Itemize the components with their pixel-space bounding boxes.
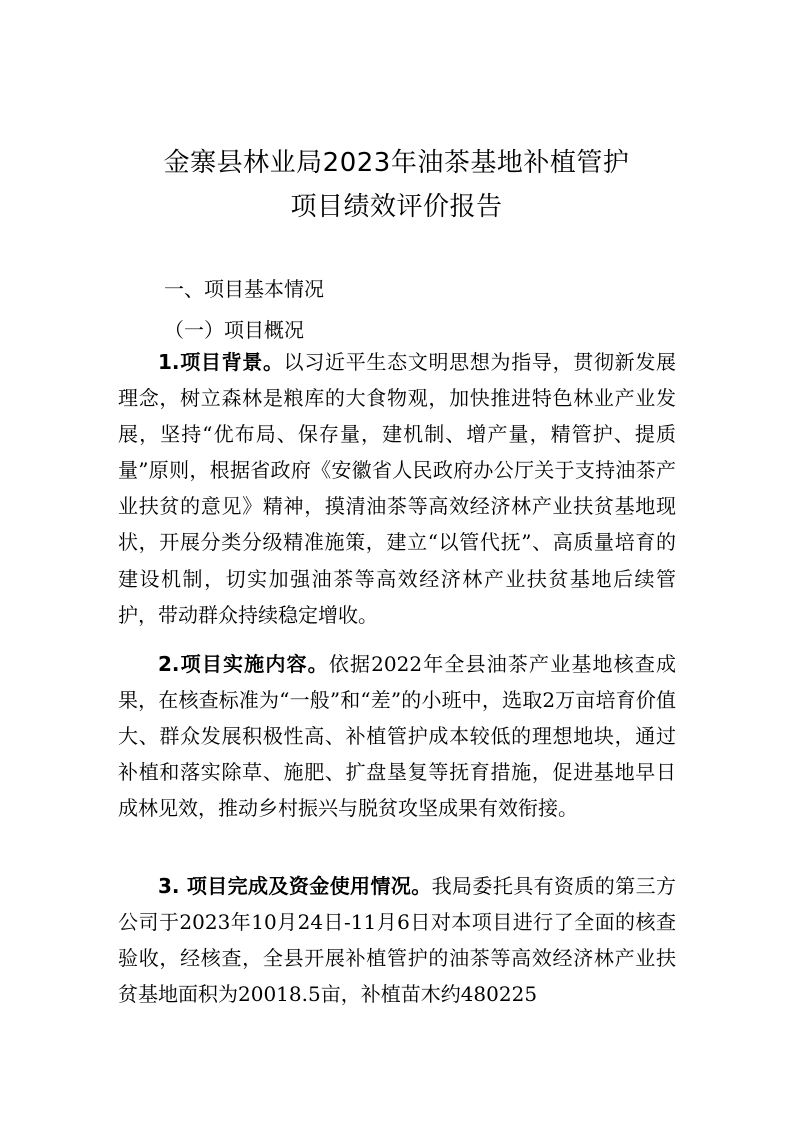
subsection-heading: （一）项目概况 [164,318,304,342]
paragraph-lead: 2.项目实施内容。 [158,652,329,676]
document-title-line-1: 金寨县林业局2023年油茶基地补植管护 [163,148,630,178]
paragraph-body: 我局委托具有资质的第三方公司于2023年10月24日-11月6日对本项目进行了全面的核查验收，经核查，全县开展补植管护的油茶等高效经济林产业扶贫基地面积为20018.5亩，补植苗木约480225 [118,874,677,1007]
paragraph-lead: 1.项目背景。 [158,350,284,374]
section-heading: 一、项目基本情况 [164,277,324,301]
paragraph-completion-and-funding [118,868,676,1012]
paragraph-text [118,646,676,826]
paragraph-text [118,868,676,1012]
paragraph-body: 依据2022年全县油茶产业基地核查成果，在核查标准为“一般”和“差”的小班中，选取2万亩培育价值大、群众发展积极性高、补植管护成本较低的理想地块，通过补植和落实除草、施肥、扩盘垦复等抚育措施，促进基地早日成林见效，推动乡村振兴与脱贫攻坚成果有效衔接。 [118,652,677,821]
paragraph-text [118,344,676,633]
paragraph-lead: 3. 项目完成及资金使用情况。 [158,874,432,898]
paragraph-implementation-content [118,646,676,826]
document-title-line-2: 项目绩效评价报告 [290,192,503,222]
paragraph-body: 以习近平生态文明思想为指导，贯彻新发展理念，树立森林是粮库的大食物观，加快推进特色林业产业发展，坚持“优布局、保存量，建机制、增产量，精管护、提质量”原则，根据省政府《安徽省人民政府办公厅关于支持油茶产业扶贫的意见》精神，摸清油茶等高效经济林产业扶贫基地现状，开展分类分级精准施策，建立“以管代抚”、高质量培育的建设机制，切实加强油茶等高效经济林产业扶贫基地后续管护，带动群众持续稳定增收。 [118,350,677,627]
paragraph-project-background [118,344,676,633]
